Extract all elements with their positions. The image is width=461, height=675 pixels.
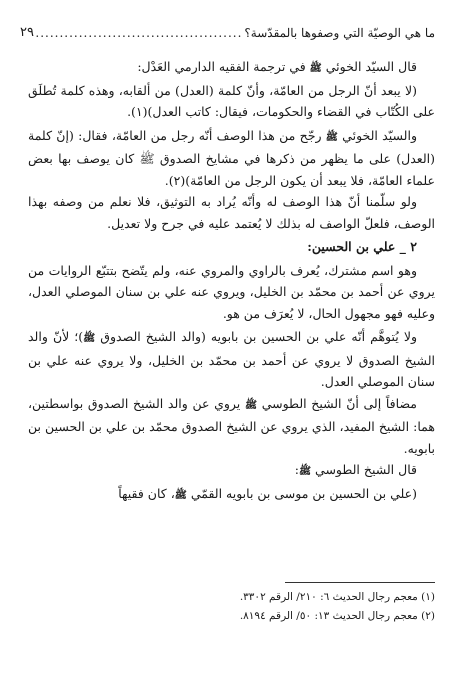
paragraph: ولو سلّمنا أنّ هذا الوصف له وأنّه يُراد به التوثيق، فلا نعلم من وصفه بهذا الوصف، فلعلّ الواصف له بذلك لا يُعتمد عليه في جرح ولا تعديل. bbox=[28, 194, 435, 231]
paragraph: (علي بن الحسين بن موسى بن بابويه القمّي ﷺ، كان فقيهاً bbox=[118, 485, 417, 501]
honorific-glyph: ﷺ bbox=[298, 466, 312, 477]
honorific-glyph: ﷺ bbox=[83, 333, 96, 344]
footnote: (١) معجم رجال الحديث ٦: ٢١٠/ الرقم ٣٣٠٢. bbox=[239, 591, 435, 603]
body-text bbox=[28, 56, 435, 506]
paragraph: مضافاً إلى أنّ الشيخ الطوسي ﷺ يروي عن والد الشيخ الصدوق بواسطتين، هما: الشيخ المفيد، الذي يروي عن الشيخ الصدوق محمّد بن علي بن الحسين بن بابويه. bbox=[28, 395, 435, 456]
footnote: (٢) معجم رجال الحديث ١٣: ٥٠/ الرقم ٨١٩٤. bbox=[239, 610, 435, 622]
section-heading: ٢ _ علي بن الحسين: bbox=[307, 239, 417, 254]
running-header bbox=[20, 24, 435, 42]
paragraph: قال الشيخ الطوسي ﷺ: bbox=[294, 462, 417, 477]
header-title: ما هي الوصيّة التي وصفوها بالمقدّسة؟ bbox=[244, 26, 435, 40]
paragraph: ولا يُتوهَّم أنّه علي بن الحسين بن بابويه (والد الشيخ الصدوق ﷺ)؛ لأنّ والد الشيخ الصدوق لا يروي عن أحمد بن محمّد بن الخليل، ولا يروي عنه علي بن سنان الموصلي العدل. bbox=[28, 329, 435, 389]
paragraph: والسيّد الخوئي ﷺ رجّح من هذا الوصف أنّه رجل من العامّة، فقال: (إنّ كلمة (العدل) على ما يظهر من ذكرها في مشايخ الصدوق ﷺ كان يوصف بها بعض علماء العامّة، فلا يبعد أن يكون الرجل من العامّة)(٢). bbox=[28, 127, 435, 188]
header-dot-leader: ........................................... bbox=[35, 26, 243, 40]
paragraph: وهو اسم مشترك، يُعرف بالراوي والمروي عنه، ولم يتّضح بتتبّع الروايات من يروي عن أحمد بن محمّد بن الخليل، ويروي عنه علي بن سنان الموصلي العدل، وعليه فهو مجهول الحال، لا يُعرَف من هو. bbox=[28, 262, 435, 321]
paragraph: قال السيّد الخوئي ﷺ في ترجمة الفقيه الدارمي العَدْل: bbox=[137, 59, 417, 74]
honorific-glyph: ﷺ bbox=[325, 131, 338, 143]
honorific-glyph: ﷺ bbox=[174, 489, 187, 501]
honorific-glyph: ﷺ bbox=[244, 399, 258, 411]
footnotes bbox=[28, 588, 435, 626]
honorific-glyph: ﷺ bbox=[309, 63, 322, 74]
page-number: ٢٩ bbox=[20, 25, 34, 40]
footnote-separator bbox=[285, 582, 435, 583]
paragraph: (لا يبعد أنّ الرجل من العامّة، وأنّ كلمة (العدل) من ألقابه، وهذه كلمة تُطلَق على الكُتّاب في القضاء والحكومات، فيقال: كاتب العدل)(١). bbox=[28, 82, 435, 119]
